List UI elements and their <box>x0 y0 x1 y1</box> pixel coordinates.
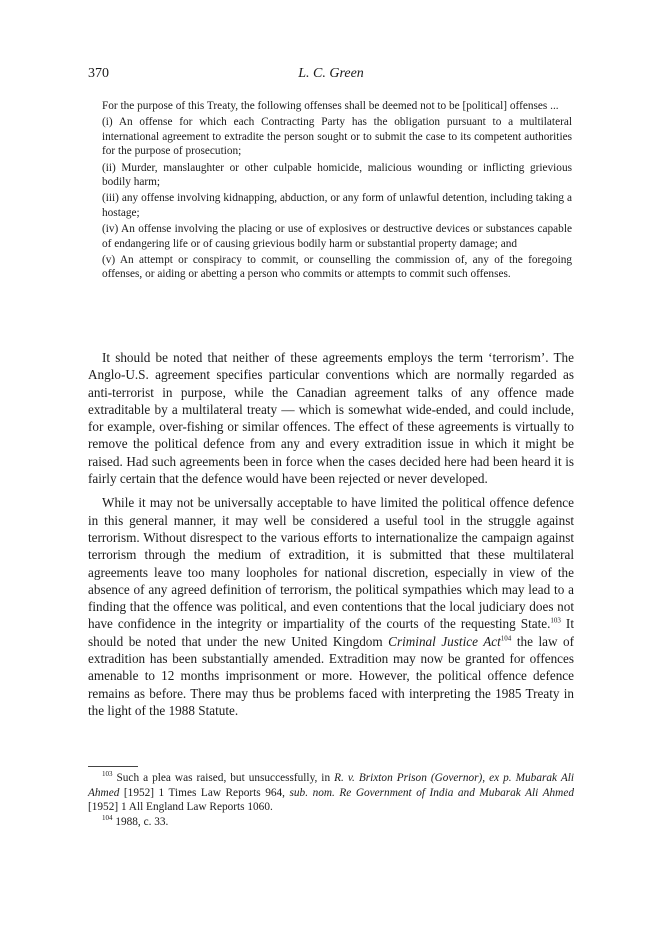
page-header <box>88 66 574 86</box>
quote-item: (v) An attempt or conspiracy to commit, or counselling the commission of, any of the foregoing offenses, or aiding or abetting a person who commits or attempts to commit such offenses. <box>102 254 572 281</box>
case-citation: sub. nom. Re Government of India and Mubarak Ali Ahmed <box>289 786 575 799</box>
paragraph-text: It should be noted that under the new United Kingdom <box>88 616 574 649</box>
running-head: L. C. Green <box>298 66 364 81</box>
footnote-103 <box>88 771 574 815</box>
quote-item: (iii) any offense involving kidnapping, abduction, or any form of unlawful detention, including taking a hostage; <box>102 192 572 219</box>
footnote-text: Such a plea was raised, but unsuccessfully, in <box>112 772 335 784</box>
footnote-text: 1988, c. 33. <box>112 815 169 828</box>
quote-item: (i) An offense for which each Contracting Party has the obligation pursuant to a multilateral international agreement to extradite the person sought or to submit the case to its competent authorities for the purpose of prosecution; <box>102 116 572 158</box>
body-paragraph: It should be noted that neither of these agreements employs the term ‘terrorism’. The Anglo-U.S. agreement specifies particular conventions which are normally regarded as anti-terrorist in purpose, while the Canadian agreement talks of any offence made extraditable by a multilateral treaty — which is somewhat wide-ended, and could include, for example, over-fishing or similar offences. The effect of these agreements is virtually to remove the political defence from any and every extradition issue in which it might be raised. Had such agreements been in force when the cases decided here had been heard it is fairly certain that the defence would have been rejected or never developed. <box>88 350 574 487</box>
footnote-ref: 104 <box>500 634 512 643</box>
quote-item: (iv) An offense involving the placing or use of explosives or destructive devices or substances capable of endangering life or of causing grievious bodily harm or substantial property damage; and <box>102 223 572 250</box>
quote-item: (ii) Murder, manslaughter or other culpable homicide, malicious wounding or inflicting grievious bodily harm; <box>102 161 572 189</box>
footnote-104 <box>88 815 574 830</box>
footnote-text: [1952] 1 All England Law Reports 1060. <box>88 801 273 813</box>
body-text <box>88 349 574 719</box>
footnote-number: 103 <box>102 770 113 779</box>
footnote-text: [1952] 1 Times Law Reports 964, <box>119 786 290 799</box>
quote-intro: For the purpose of this Treaty, the following offenses shall be deemed not to be [political] offenses ... <box>102 100 559 112</box>
act-title: Criminal Justice Act <box>388 633 501 649</box>
footnote-ref: 103 <box>550 617 561 626</box>
paragraph-text: While it may not be universally acceptable to have limited the political offence defence in this general manner, it may well be considered a useful tool in the struggle against terrorism. Without disrespect to the various efforts to internationalize the campaign against terrorism through the medium of extradition, it is submitted that these multilateral agreements leave too many loopholes for national discretion, especially in view of the absence of any agreed definition of terrorism, the political sympathies which may lead to a finding that the offence was political, and even contentions that the local judiciary does not have confidence in the integrity or impartiality of the courts of the requesting State. <box>88 495 574 632</box>
body-paragraph <box>88 494 574 719</box>
footnotes <box>88 771 574 829</box>
footnote-number: 104 <box>102 813 113 822</box>
paragraph-text: the law of extradition has been substantially amended. Extradition may now be granted for offences amenable to 12 months imprisonment or more. However, the political offence defence remains as before. There may thus be problems faced with interpreting the 1985 Treaty in the light of the 1988 Statute. <box>88 633 574 718</box>
page-number: 370 <box>88 66 109 81</box>
footnote-divider <box>88 766 138 767</box>
treaty-quote <box>102 99 572 284</box>
case-citation: R. v. Brixton Prison (Governor), ex p. Mubarak Ali Ahmed <box>88 772 574 799</box>
